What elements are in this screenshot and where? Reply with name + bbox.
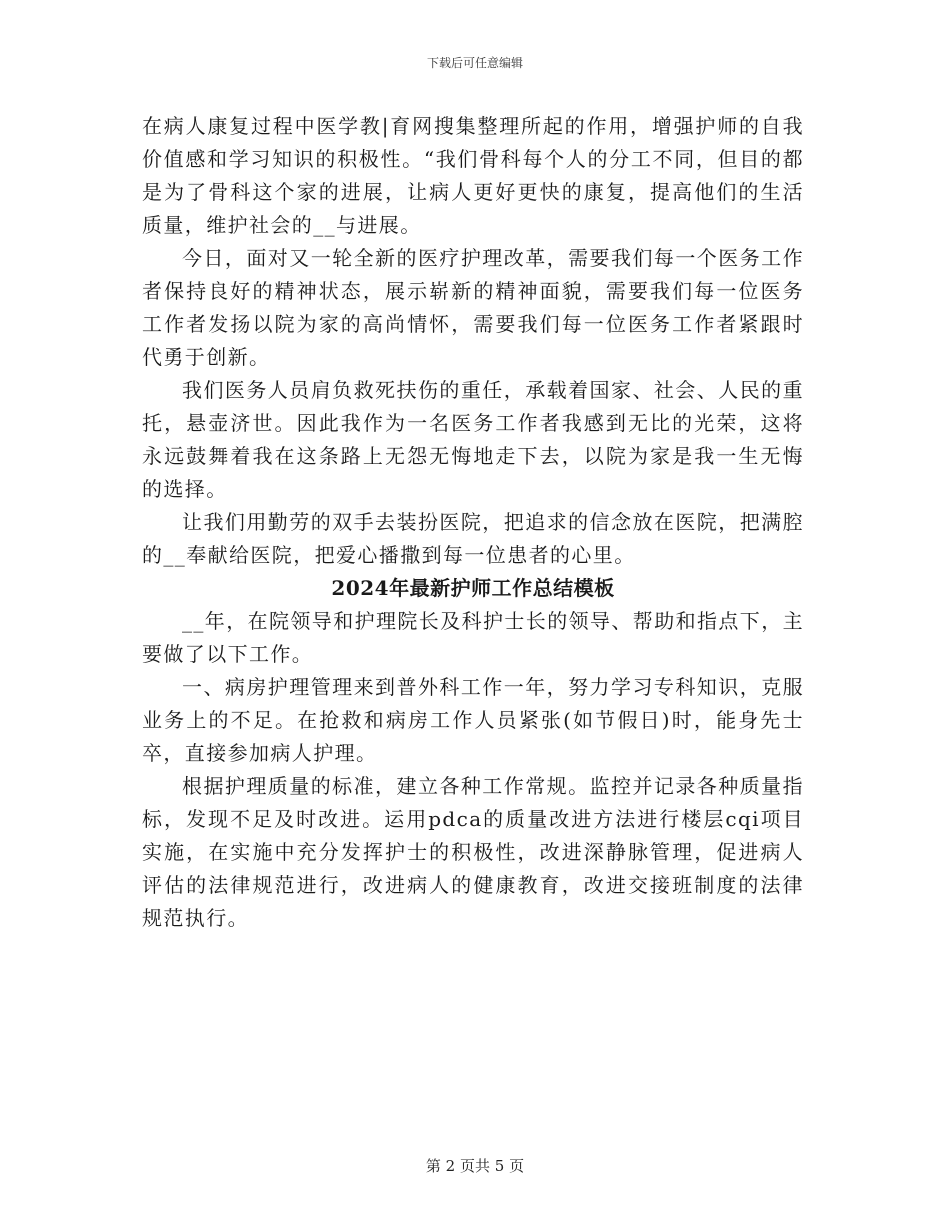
paragraph-7: 根据护理质量的标准，建立各种工作常规。监控并记录各种质量指标，发现不足及时改进。运用pdca的质量改进方法进行楼层cqi项目实施，在实施中充分发挥护士的积极性，改进深静脉管理，促进病人评估的法律规范进行，改进病人的健康教育，改进交接班制度的法律规范执行。 xyxy=(142,774,804,930)
document-body xyxy=(142,110,804,935)
section-title: 2024年最新护师工作总结模板 xyxy=(331,576,615,600)
paragraph-5: __年，在院领导和护理院长及科护士长的领导、帮助和指点下，主要做了以下工作。 xyxy=(142,609,804,666)
paragraph-4: 让我们用勤劳的双手去装扮医院，把追求的信念放在医院，把满腔的__奉献给医院，把爱心播撒到每一位患者的心里。 xyxy=(142,510,804,567)
page-header: 下载后可任意编辑 xyxy=(426,56,523,70)
paragraph-6: 一、病房护理管理来到普外科工作一年，努力学习专科知识，克服业务上的不足。在抢救和病房工作人员紧张(如节假日)时，能身先士卒，直接参加病人护理。 xyxy=(142,675,804,765)
paragraph-2: 今日，面对又一轮全新的医疗护理改革，需要我们每一个医务工作者保持良好的精神状态，展示崭新的精神面貌，需要我们每一位医务工作者发扬以院为家的高尚情怀，需要我们每一位医务工作者紧跟时代勇于创新。 xyxy=(142,246,804,369)
page-footer: 第 2 页共 5 页 xyxy=(425,1157,525,1175)
paragraph-3: 我们医务人员肩负救死扶伤的重任，承载着国家、社会、人民的重托，悬壶济世。因此我作为一名医务工作者我感到无比的光荣，这将永远鼓舞着我在这条路上无怨无悔地走下去，以院为家是我一生无悔的选择。 xyxy=(142,378,804,501)
paragraph-1: 在病人康复过程中医学教|育网搜集整理所起的作用，增强护师的自我价值感和学习知识的积极性。“我们骨科每个人的分工不同，但目的都是为了骨科这个家的进展，让病人更好更快的康复，提高他们的生活质量，维护社会的__与进展。 xyxy=(142,114,804,237)
